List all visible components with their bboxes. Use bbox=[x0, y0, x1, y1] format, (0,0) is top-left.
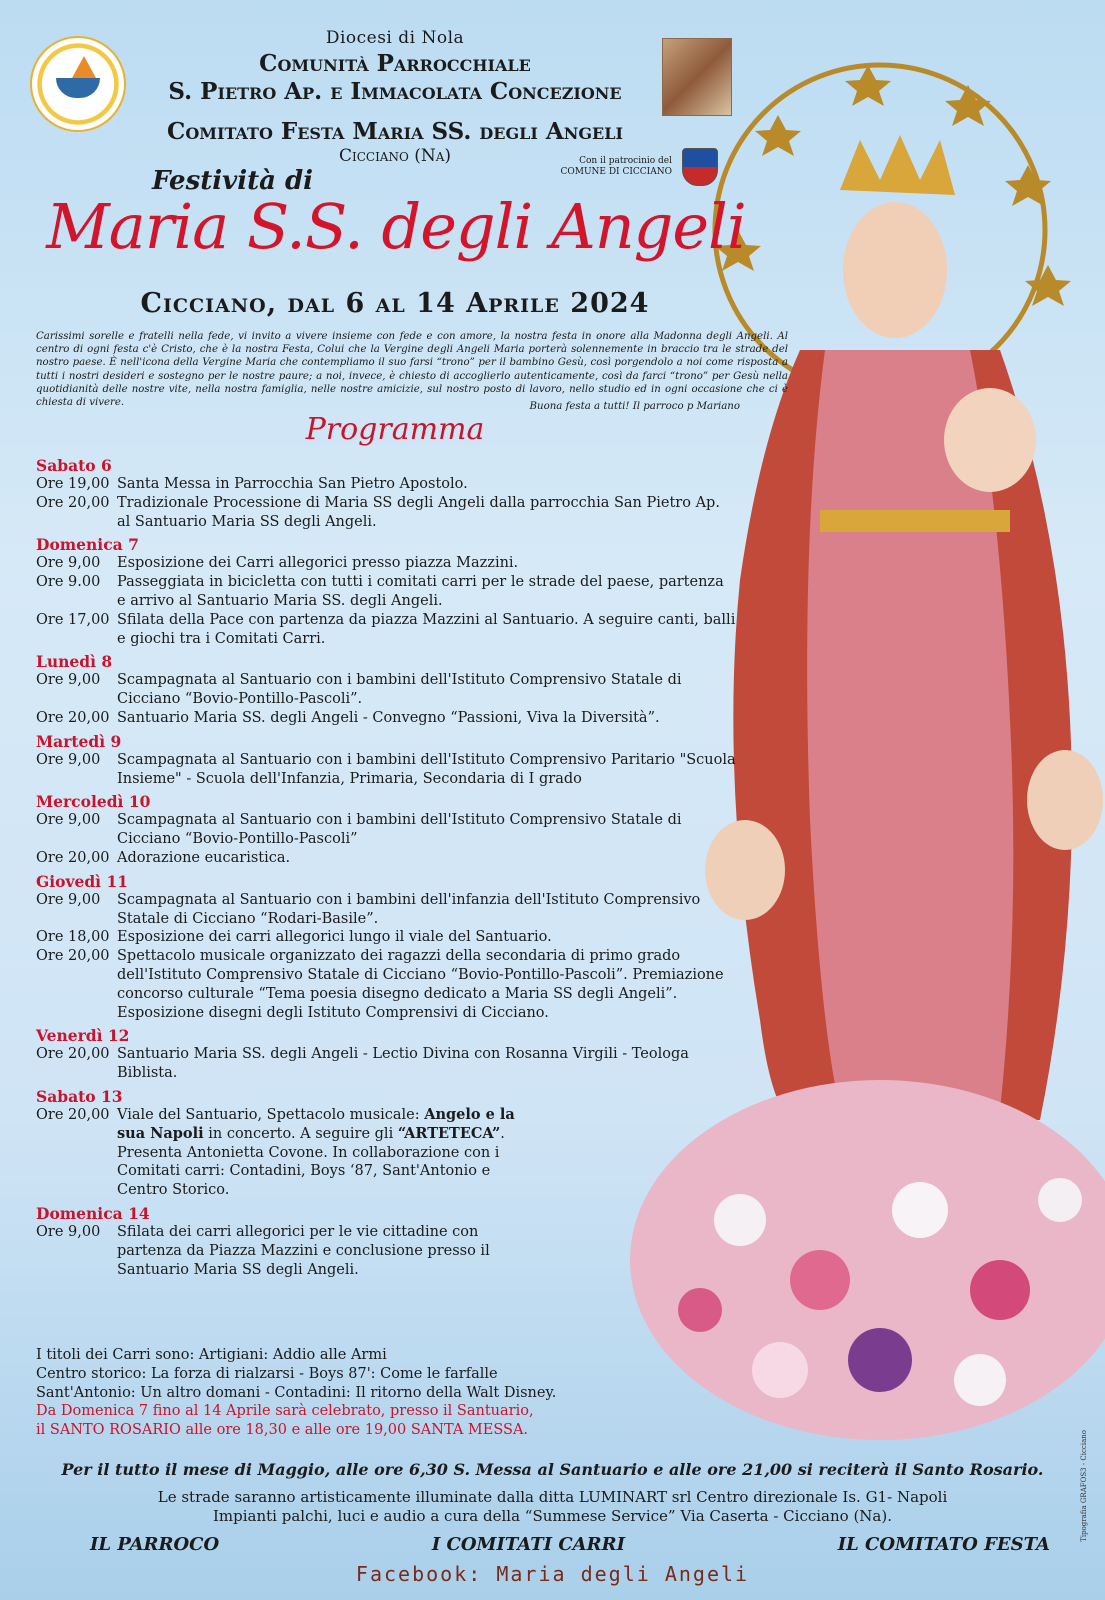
audio-line: Impianti palchi, luci e audio a cura della “Summese Service” Via Caserta - Cicciano (Na). bbox=[212, 1507, 892, 1525]
event-time: Ore 17,00 bbox=[36, 611, 110, 628]
festivita-label: Festività di bbox=[152, 166, 314, 196]
event-row bbox=[36, 475, 736, 494]
day-heading: Venerdì 12 bbox=[36, 1026, 130, 1046]
event-desc: Esposizione dei Carri allegorici presso piazza Mazzini. bbox=[117, 555, 519, 572]
event-desc: Sfilata dei carri allegorici per le vie cittadine con partenza da Piazza Mazzini e conclusione presso il Santuario Maria SS degli Angeli. bbox=[117, 1223, 490, 1278]
printer-credit: Tipografia GRAFOS3 - Cicciano bbox=[1080, 1430, 1088, 1542]
intro-text: Carissimi sorelle e fratelli nella fede, vi invito a vivere insieme con fede e con amore, la nostra festa in onore alla Madonna degli Angeli. Al centro di ogni festa c'è Cristo, che è la nostra Festa, Colui che la Vergine degli Angeli Maria porterà solennemente in braccio tra le strade del nostro paese. È nell'icona della Vergine Maria che contempliamo il suo farsi “trono” per il bambino Gesù, così porgendolo a noi come risposta a tutti i nostri desideri e sostegno per le nostre paure; a noi, invece, è chiesto di accoglierlo autenticamente, così da farci “trono” per Gesù nella quotidianità delle nostre vite, nella nostra famiglia, nelle nostre amicizie, sul nostro posto di lavoro, nello studio ed in ogni occasione che ci è chiesta di vivere. bbox=[36, 331, 788, 409]
program-list bbox=[36, 452, 736, 1279]
event-time: Ore 18,00 bbox=[36, 929, 110, 946]
event-desc: Esposizione dei carri allegorici lungo il viale del Santuario. bbox=[117, 929, 552, 946]
event-time: Ore 9,00 bbox=[36, 1223, 101, 1240]
event-row bbox=[36, 928, 736, 947]
event-row bbox=[36, 494, 736, 532]
lighting-credits bbox=[0, 1488, 1105, 1526]
event-time: Ore 20,00 bbox=[36, 709, 110, 726]
parish-title: S. Pietro Ap. e Immacolata Concezione bbox=[168, 78, 622, 105]
event-row bbox=[36, 891, 736, 929]
event-time: Ore 19,00 bbox=[36, 476, 110, 492]
event-row bbox=[36, 849, 736, 868]
event-desc: Santa Messa in Parrocchia San Pietro Apostolo. bbox=[117, 476, 468, 492]
signature-comitati-carri: I COMITATI CARRI bbox=[431, 1534, 625, 1555]
rosario-note: Da Domenica 7 fino al 14 Aprile sarà celebrato, presso il Santuario, bbox=[36, 1403, 534, 1420]
event-time: Ore 9,00 bbox=[36, 555, 101, 572]
facebook-link[interactable]: Facebook: Maria degli Angeli bbox=[355, 1562, 750, 1586]
programma-title: Programma bbox=[305, 412, 485, 447]
event-desc: Scampagnata al Santuario con i bambini dell'Istituto Comprensivo Paritario "Scuola Insieme" - Scuola dell'Infanzia, Primaria, Secondaria di I grado bbox=[117, 751, 736, 787]
event-desc: Sfilata della Pace con partenza da piazza Mazzini al Santuario. A seguire canti, balli e giochi tra i Comitati Carri. bbox=[117, 611, 736, 647]
event-row bbox=[36, 709, 736, 728]
signatures bbox=[90, 1534, 1050, 1555]
event-time: Ore 9,00 bbox=[36, 812, 101, 829]
event-desc: Scampagnata al Santuario con i bambini dell'Istituto Comprensivo Statale di Cicciano “Bovio-Pontillo-Pascoli”. bbox=[117, 672, 682, 708]
dates-title: Cicciano, dal 6 al 14 Aprile 2024 bbox=[140, 288, 650, 319]
event-desc: Scampagnata al Santuario con i bambini dell'Istituto Comprensivo Statale di Cicciano “Bovio-Pontillo-Pascoli” bbox=[117, 812, 682, 848]
town-label: Cicciano (Na) bbox=[338, 146, 452, 166]
event-desc: Santuario Maria SS. degli Angeli - Convegno “Passioni, Viva la Diversità”. bbox=[117, 709, 660, 726]
event-time: Ore 9.00 bbox=[36, 574, 101, 591]
diocese-label: Diocesi di Nola bbox=[325, 28, 465, 48]
event-row bbox=[36, 751, 736, 789]
rosario-note: il SANTO ROSARIO alle ore 18,30 e alle ore 19,00 SANTA MESSA. bbox=[36, 1422, 529, 1439]
event-time: Ore 20,00 bbox=[36, 948, 110, 965]
day-heading: Domenica 14 bbox=[36, 1203, 150, 1223]
event-row bbox=[36, 611, 736, 649]
event-desc: Santuario Maria SS. degli Angeli - Lectio Divina con Rosanna Virgili - Teologa Biblista. bbox=[117, 1046, 689, 1082]
signature-comitato-festa: IL COMITATO FESTA bbox=[837, 1534, 1050, 1555]
event-time: Ore 20,00 bbox=[36, 849, 110, 866]
day-heading: Sabato 13 bbox=[36, 1086, 123, 1106]
patronage-line2: COMUNE DI CICCIANO bbox=[560, 167, 672, 177]
event-row bbox=[36, 1223, 516, 1279]
event-desc bbox=[117, 1106, 516, 1200]
carri-line: I titoli dei Carri sono: Artigiani: Addio alle Armi bbox=[36, 1347, 387, 1363]
event-desc: Tradizionale Processione di Maria SS degli Angeli dalla parrocchia San Pietro Ap. al Santuario Maria SS degli Angeli. bbox=[117, 494, 720, 530]
event-row bbox=[36, 811, 736, 849]
day-heading: Martedì 9 bbox=[36, 731, 122, 751]
main-title: Maria S.S. degli Angeli bbox=[46, 190, 746, 263]
event-time: Ore 9,00 bbox=[36, 751, 101, 768]
intro-signature: Buona festa a tutti! Il parroco p Mariano bbox=[529, 401, 740, 412]
event-desc: Scampagnata al Santuario con i bambini dell'infanzia dell'Istituto Comprensivo Statale di Cicciano “Rodari-Basile”. bbox=[117, 891, 701, 927]
event-desc: Adorazione eucaristica. bbox=[117, 849, 291, 866]
event-row bbox=[36, 573, 736, 611]
carri-line: Sant'Antonio: Un altro domani - Contadini: Il ritorno della Walt Disney. bbox=[36, 1384, 557, 1401]
lighting-line: Le strade saranno artisticamente illuminate dalla ditta LUMINART srl Centro direzionale Is. G1- Napoli bbox=[157, 1488, 948, 1506]
carri-section bbox=[36, 1346, 596, 1440]
event-time: Ore 9,00 bbox=[36, 672, 101, 689]
event-guest: “ARTETECA” bbox=[397, 1124, 501, 1142]
event-row bbox=[36, 554, 736, 573]
patronage-line1: Con il patrocinio del bbox=[579, 156, 672, 166]
maggio-note: Per il tutto il mese di Maggio, alle ore 6,30 S. Messa al Santuario e alle ore 21,00 si reciterà il Santo Rosario. bbox=[61, 1460, 1044, 1479]
event-artist: Angelo e la sua Napoli bbox=[117, 1105, 515, 1142]
event-row bbox=[36, 1106, 516, 1200]
event-desc: Passeggiata in bicicletta con tutti i comitati carri per le strade del paese, partenza e arrivo al Santuario Maria SS. degli Angeli. bbox=[117, 574, 724, 609]
event-time: Ore 20,00 bbox=[36, 494, 110, 511]
event-time: Ore 20,00 bbox=[36, 1046, 110, 1063]
signature-parroco: IL PARROCO bbox=[90, 1534, 220, 1555]
event-time: Ore 20,00 bbox=[36, 1106, 110, 1123]
event-desc-pre: Viale del Santuario, Spettacolo musicale: bbox=[117, 1106, 420, 1123]
program-days bbox=[36, 456, 736, 1083]
event-row bbox=[36, 671, 736, 709]
day-heading: Lunedì 8 bbox=[36, 652, 113, 672]
day-heading: Giovedì 11 bbox=[36, 871, 129, 891]
event-desc-post: . Presenta Antonietta Covone. In collaborazione con i Comitati carri: Contadini, Boys ‘87, Sant'Antonio e Centro Storico. bbox=[117, 1125, 505, 1199]
event-time: Ore 9,00 bbox=[36, 891, 101, 908]
event-row bbox=[36, 1045, 736, 1083]
day-heading: Domenica 7 bbox=[36, 535, 139, 555]
event-desc: Spettacolo musicale organizzato dei ragazzi della secondaria di primo grado dell'Istituto Comprensivo Statale di Cicciano “Bovio-Pontillo-Pascoli”. Premiazione concorso culturale “Tema poesia disegno dedicato a Maria SS degli Angeli”. Esposizione disegni degli Istituto Comprensivi di Cicciano. bbox=[117, 948, 724, 1021]
community-title: Comunità Parrocchiale bbox=[259, 50, 531, 77]
event-row bbox=[36, 947, 736, 1022]
day-heading: Sabato 6 bbox=[36, 456, 112, 475]
committee-title: Comitato Festa Maria SS. degli Angeli bbox=[167, 118, 623, 145]
event-desc-mid: in concerto. A seguire gli bbox=[208, 1125, 394, 1142]
day-heading: Mercoledì 10 bbox=[36, 792, 151, 812]
carri-line: Centro storico: La forza di rialzarsi - Boys 87': Come le farfalle bbox=[36, 1365, 498, 1382]
